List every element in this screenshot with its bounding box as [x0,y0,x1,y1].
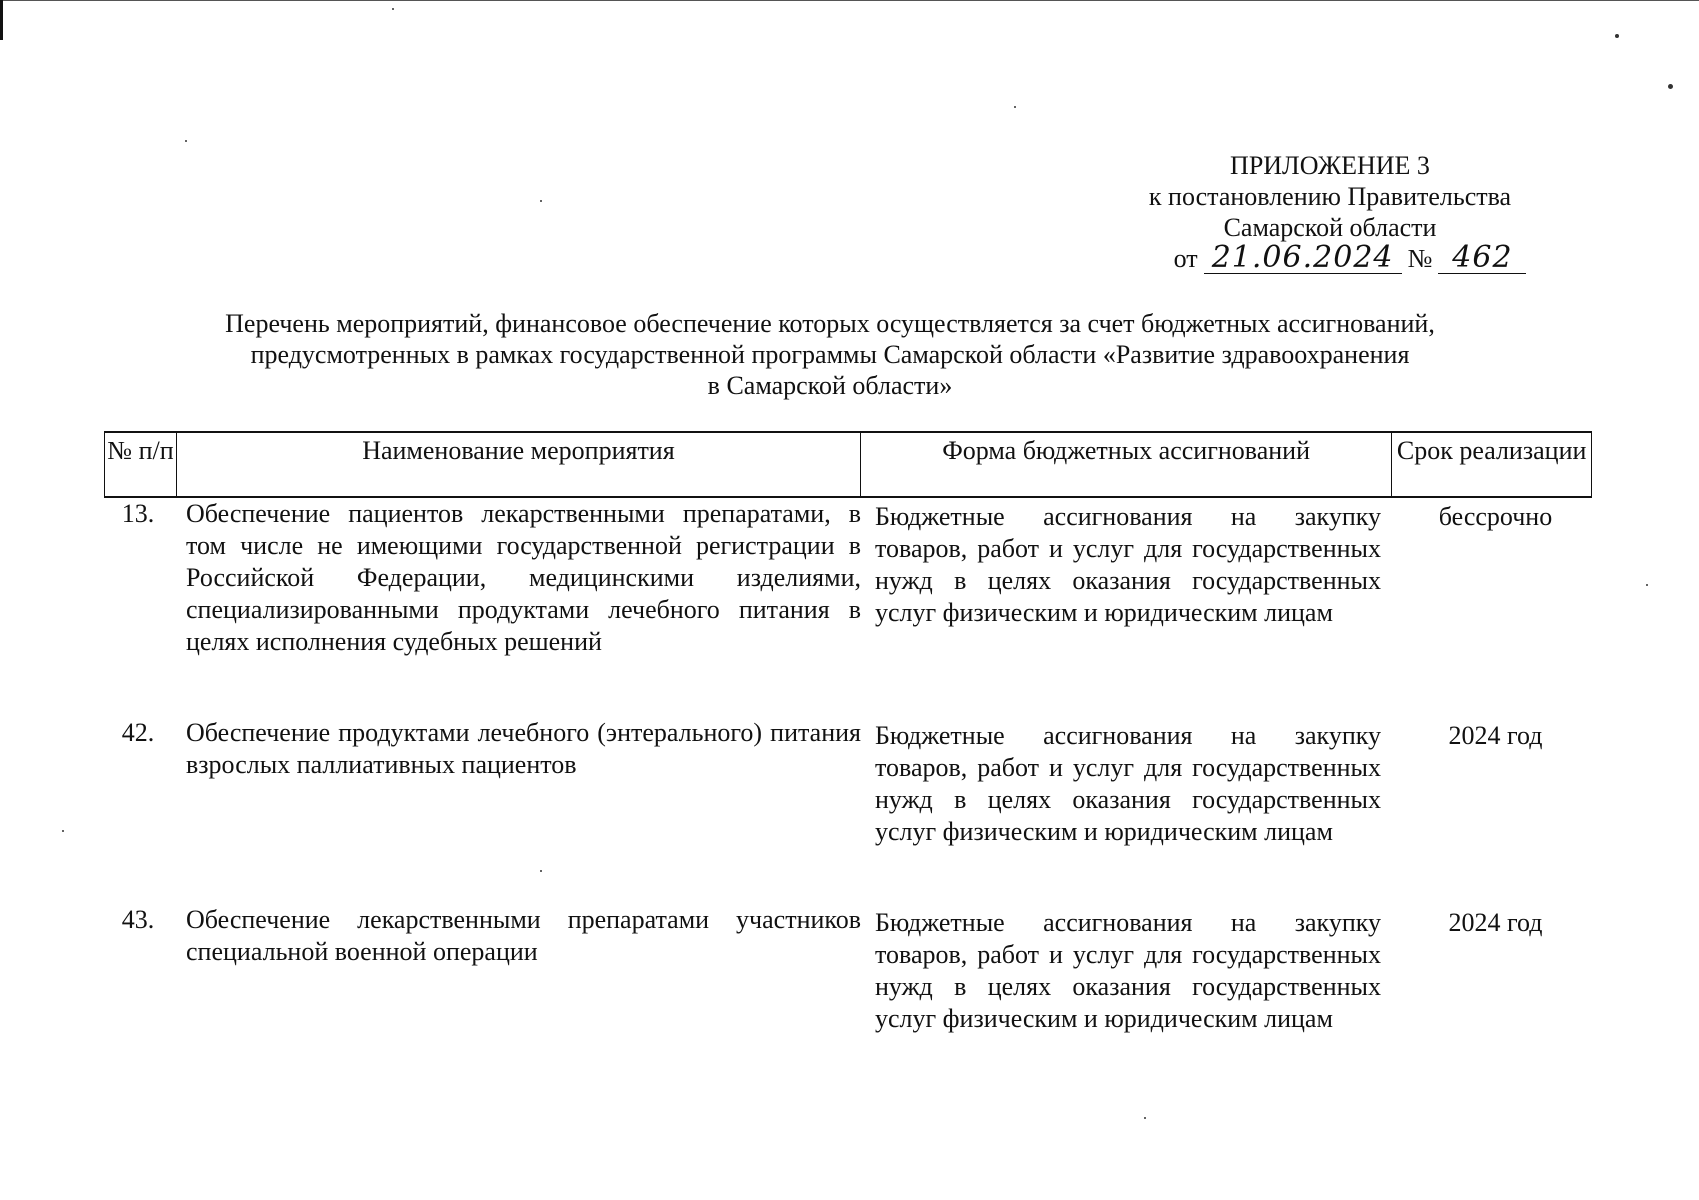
header-num: № п/п [105,433,177,496]
handwritten-number: 462 [1438,243,1526,274]
document-title [160,308,1500,401]
appendix-line-2: Самарской области [1223,213,1437,242]
appendix-stamp [1100,150,1560,274]
scan-speck [1668,84,1673,89]
table-row [104,498,1592,717]
appendix-reference [1140,240,1560,275]
header-form: Форма бюджетных ассигнований [861,433,1392,496]
scan-top-edge [0,0,1699,1]
scan-speck [392,8,394,10]
scan-speck [185,140,187,142]
table-row [104,717,1592,904]
appendix-title: ПРИЛОЖЕНИЕ 3 [1230,151,1430,180]
row-form: Бюджетные ассигнования на закупку товаров, работ и услуг для государственных нужд в целях оказания государственных услуг физическим и юридическим лицам [875,721,1381,846]
row-form: Бюджетные ассигнования на закупку товаров, работ и услуг для государственных нужд в целях оказания государственных услуг физическим и юридическим лицам [875,908,1381,1033]
row-name: Обеспечение лекарственными препаратами участников специальной военной операции [186,905,861,966]
scan-speck [540,200,542,202]
table-header [104,431,1592,498]
row-form: Бюджетные ассигнования на закупку товаров, работ и услуг для государственных нужд в целях оказания государственных услуг физическим и юридическим лицам [875,502,1381,627]
row-num: 42. [121,718,155,747]
document-title-line-2: предусмотренных в рамках государственной программы Самарской области «Развитие здравоохранения [250,340,1410,369]
header-term: Срок реализации [1396,436,1587,465]
scan-speck [1144,1117,1146,1119]
scan-left-mark [0,0,3,40]
scan-speck [1646,584,1648,586]
row-num: 13. [121,499,155,528]
appendix-line-1: к постановлению Правительства [1148,182,1512,211]
document-title-line-3: в Самарской области» [707,371,953,400]
row-num: 43. [121,905,155,934]
row-term: 2024 год [1448,721,1543,750]
header-name: Наименование мероприятия [177,433,861,496]
table-row [104,904,1592,1084]
scan-speck [1615,34,1619,38]
table-body [104,498,1592,1084]
row-term: бессрочно [1438,502,1553,531]
row-name: Обеспечение продуктами лечебного (энтерального) питания взрослых паллиативных пациентов [186,718,861,779]
number-prefix: № [1407,244,1433,273]
scan-speck [1014,106,1016,108]
scan-speck [62,830,64,832]
row-name: Обеспечение пациентов лекарственными препаратами, в том числе не имеющими государственной регистрации в Российской Федерации, медицинскими изделиями, специализированными продуктами лечебного питания в целях исполнения судебных решений [186,499,861,656]
handwritten-date: 21.06.2024 [1204,243,1402,274]
date-prefix: от [1173,244,1198,273]
document-title-line-1: Перечень мероприятий, финансовое обеспечение которых осуществляется за счет бюджетных ассигнований, [225,309,1435,338]
row-term: 2024 год [1448,908,1543,937]
